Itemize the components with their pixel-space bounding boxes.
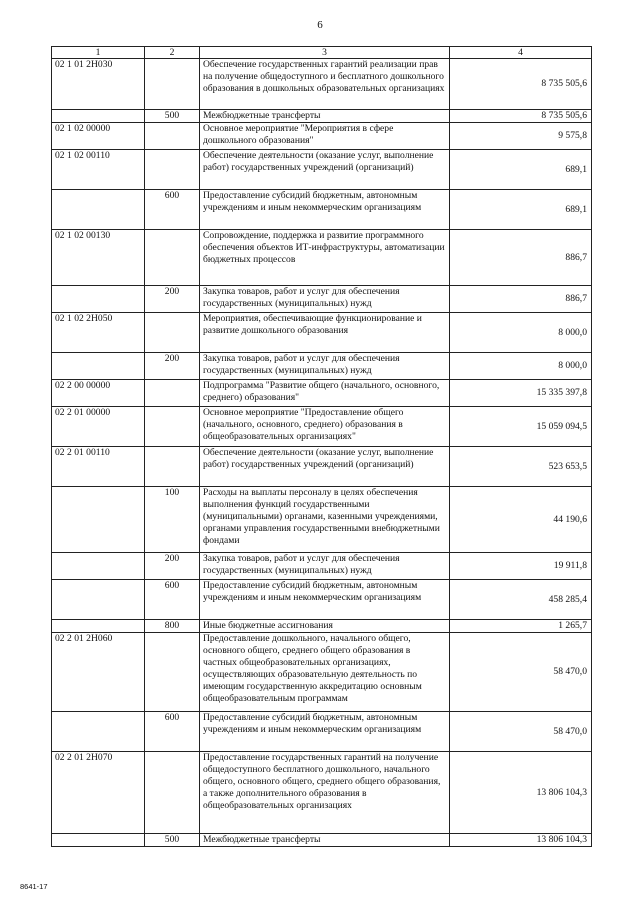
- table-row: [52, 190, 592, 230]
- row-name: Предоставление государственных гарантий на получение общедоступного бесплатного дошкольного, начального общего, основного общего, среднего общего образования, а также дополнительного образования в общеобразовательных организациях: [200, 752, 450, 834]
- row-expense-type: 800: [145, 620, 200, 633]
- header-row: [52, 47, 592, 59]
- table-row: [52, 110, 592, 123]
- row-code: [52, 834, 145, 847]
- row-amount: 58 470,0: [450, 633, 592, 712]
- table-row: [52, 620, 592, 633]
- row-amount: 8 735 505,6: [450, 110, 592, 123]
- row-expense-type: [145, 59, 200, 110]
- header-col-1: 1: [52, 47, 145, 59]
- row-code: [52, 487, 145, 553]
- row-code: 02 1 02 00130: [52, 230, 145, 286]
- row-amount: 886,7: [450, 230, 592, 286]
- row-code: [52, 190, 145, 230]
- row-code: 02 1 01 2Н030: [52, 59, 145, 110]
- row-expense-type: 500: [145, 834, 200, 847]
- row-name: Обеспечение государственных гарантий реализации прав на получение общедоступного и бесплатного дошкольного образования в дошкольных образовательных организациях: [200, 59, 450, 110]
- row-name: Расходы на выплаты персоналу в целях обеспечения выполнения функций государственными (муниципальными) органами, казенными учреждениями, органами управления государственными внебюджетными фондами: [200, 487, 450, 553]
- table-row: [52, 123, 592, 150]
- table-row: [52, 487, 592, 553]
- row-expense-type: [145, 150, 200, 190]
- row-name: Основное мероприятие "Предоставление общего (начального, основного, среднего) образования в общеобразовательных организациях": [200, 407, 450, 447]
- row-name: Сопровождение, поддержка и развитие программного обеспечения объектов ИТ-инфраструктуры, автоматизации бюджетных процессов: [200, 230, 450, 286]
- row-name: Предоставление субсидий бюджетным, автономным учреждениям и иным некоммерческим организациям: [200, 190, 450, 230]
- row-amount: 13 806 104,3: [450, 752, 592, 834]
- row-code: 02 2 01 2Н060: [52, 633, 145, 712]
- row-code: 02 2 01 00000: [52, 407, 145, 447]
- row-amount: 19 911,8: [450, 553, 592, 580]
- row-amount: 15 335 397,8: [450, 380, 592, 407]
- row-amount: 689,1: [450, 150, 592, 190]
- table-row: [52, 353, 592, 380]
- row-expense-type: [145, 447, 200, 487]
- row-expense-type: 600: [145, 190, 200, 230]
- row-code: 02 2 01 2Н070: [52, 752, 145, 834]
- row-expense-type: 200: [145, 353, 200, 380]
- row-amount: 58 470,0: [450, 712, 592, 752]
- row-name: Закупка товаров, работ и услуг для обеспечения государственных (муниципальных) нужд: [200, 553, 450, 580]
- row-name: Мероприятия, обеспечивающие функционирование и развитие дошкольного образования: [200, 313, 450, 353]
- row-code: 02 2 01 00110: [52, 447, 145, 487]
- table-row: [52, 752, 592, 834]
- row-code: [52, 580, 145, 620]
- header-col-3: 3: [200, 47, 450, 59]
- row-expense-type: 500: [145, 110, 200, 123]
- table-row: [52, 834, 592, 847]
- table-row: [52, 150, 592, 190]
- row-expense-type: [145, 407, 200, 447]
- row-name: Иные бюджетные ассигнования: [200, 620, 450, 633]
- row-expense-type: 200: [145, 553, 200, 580]
- table-row: [52, 380, 592, 407]
- row-code: [52, 286, 145, 313]
- row-amount: 523 653,5: [450, 447, 592, 487]
- row-amount: 44 190,6: [450, 487, 592, 553]
- row-code: [52, 110, 145, 123]
- row-amount: 886,7: [450, 286, 592, 313]
- row-name: Предоставление субсидий бюджетным, автономным учреждениям и иным некоммерческим организациям: [200, 580, 450, 620]
- row-amount: 8 000,0: [450, 313, 592, 353]
- row-expense-type: 600: [145, 580, 200, 620]
- page-number: 6: [317, 19, 323, 31]
- row-code: [52, 553, 145, 580]
- row-expense-type: [145, 313, 200, 353]
- budget-table: [51, 46, 592, 847]
- row-name: Обеспечение деятельности (оказание услуг, выполнение работ) государственных учреждений (организаций): [200, 447, 450, 487]
- row-amount: 458 285,4: [450, 580, 592, 620]
- row-name: Межбюджетные трансферты: [200, 110, 450, 123]
- row-code: 02 1 02 2Н050: [52, 313, 145, 353]
- row-name: Обеспечение деятельности (оказание услуг, выполнение работ) государственных учреждений (организаций): [200, 150, 450, 190]
- row-amount: 1 265,7: [450, 620, 592, 633]
- table-row: [52, 633, 592, 712]
- header-col-4: 4: [450, 47, 592, 59]
- header-col-2: 2: [145, 47, 200, 59]
- row-amount: 8 000,0: [450, 353, 592, 380]
- row-expense-type: 100: [145, 487, 200, 553]
- row-amount: 9 575,8: [450, 123, 592, 150]
- row-amount: 8 735 505,6: [450, 59, 592, 110]
- row-expense-type: [145, 752, 200, 834]
- row-name: Межбюджетные трансферты: [200, 834, 450, 847]
- table-row: [52, 286, 592, 313]
- table-row: [52, 59, 592, 110]
- row-code: [52, 353, 145, 380]
- row-name: Предоставление субсидий бюджетным, автономным учреждениям и иным некоммерческим организациям: [200, 712, 450, 752]
- row-name: Закупка товаров, работ и услуг для обеспечения государственных (муниципальных) нужд: [200, 286, 450, 313]
- row-code: [52, 712, 145, 752]
- row-expense-type: 600: [145, 712, 200, 752]
- row-code: [52, 620, 145, 633]
- table-row: [52, 712, 592, 752]
- table-row: [52, 407, 592, 447]
- table-row: [52, 447, 592, 487]
- row-code: 02 2 00 00000: [52, 380, 145, 407]
- document-code: 8641-17: [20, 882, 48, 891]
- row-name: Основное мероприятие "Мероприятия в сфере дошкольного образования": [200, 123, 450, 150]
- table-row: [52, 553, 592, 580]
- row-name: Закупка товаров, работ и услуг для обеспечения государственных (муниципальных) нужд: [200, 353, 450, 380]
- row-name: Предоставление дошкольного, начального общего, основного общего, среднего общего образования в частных общеобразовательных организациях, осуществляющих образовательную деятельность по имеющим государственную аккредитацию основным общеобразовательным программам: [200, 633, 450, 712]
- table-row: [52, 230, 592, 286]
- table-row: [52, 580, 592, 620]
- row-name: Подпрограмма "Развитие общего (начального, основного, среднего) образования": [200, 380, 450, 407]
- row-expense-type: [145, 380, 200, 407]
- table-row: [52, 313, 592, 353]
- row-expense-type: [145, 633, 200, 712]
- row-expense-type: 200: [145, 286, 200, 313]
- row-code: 02 1 02 00000: [52, 123, 145, 150]
- row-amount: 15 059 094,5: [450, 407, 592, 447]
- row-expense-type: [145, 123, 200, 150]
- row-expense-type: [145, 230, 200, 286]
- row-amount: 689,1: [450, 190, 592, 230]
- row-amount: 13 806 104,3: [450, 834, 592, 847]
- row-code: 02 1 02 00110: [52, 150, 145, 190]
